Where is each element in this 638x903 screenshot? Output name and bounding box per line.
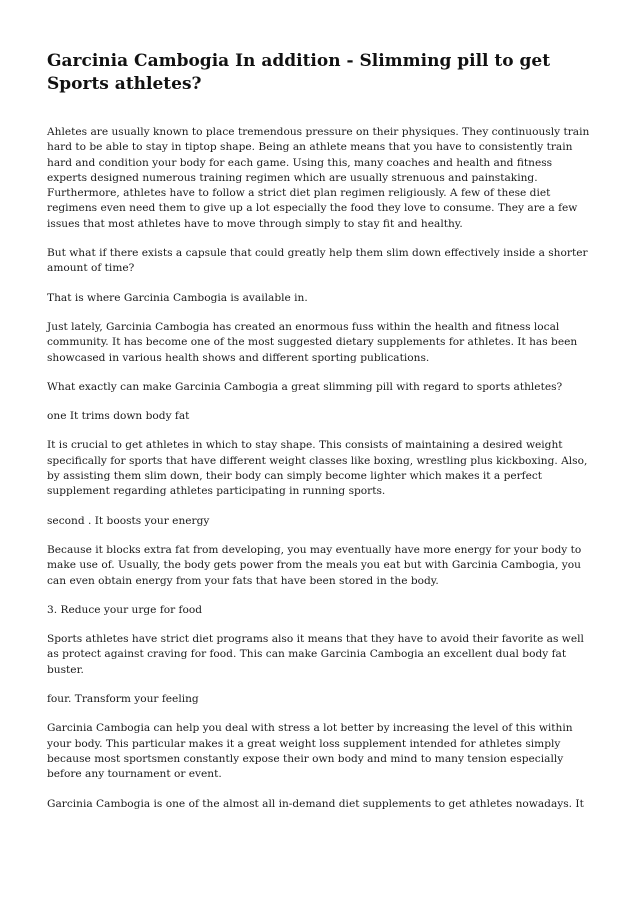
section-heading-4: four. Transform your feeling	[47, 693, 199, 706]
paragraph-appetite: Sports athletes have strict diet programs also it means that they have to avoid their favorite as well as protect against craving for food. This can make Garcinia Cambogia an excellent dual body fat buster.	[47, 633, 584, 676]
paragraph-energy: Because it blocks extra fat from developing, you may eventually have more energy for your body to make use of. Usually, the body gets power from the meals you eat but with Garcinia Cambogia, you can even obtain energy from your fats that have been stored in the body.	[47, 543, 582, 587]
paragraph-mood: Garcinia Cambogia can help you deal with stress a lot better by increasing the level of this within your body. This particular makes it a great weight loss supplement intended for athletes simply because most sportsmen constantly expose their own body and mind to many tension especially before any tournament or event.	[47, 722, 573, 781]
section-heading-1: one It trims down body fat	[47, 410, 190, 423]
paragraph-closing: Garcinia Cambogia is one of the almost all in-demand diet supplements to get athletes nowadays. It	[47, 797, 584, 810]
paragraph-recently: Just lately, Garcinia Cambogia has created an enormous fuss within the health and fitness local community. It has become one of the most suggested dietary supplements for athletes. It has been showcased in various health shows and different sporting publications.	[47, 320, 578, 364]
section-heading-3: 3. Reduce your urge for food	[47, 603, 203, 616]
paragraph-available: That is where Garcinia Cambogia is available in.	[47, 291, 308, 304]
paragraph-body-fat: It is crucial to get athletes in which to stay shape. This consists of maintaining a desired weight specifically for sports that have different weight classes like boxing, wrestling plus kickboxing. Also, by assisting them slim down, their body can simply become lighter which makes it a perfect supplement regarding athletes participating in running sports.	[47, 439, 588, 498]
paragraph-question-capsule: But what if there exists a capsule that could greatly help them slim down effectively inside a shorter amount of time?	[47, 247, 588, 275]
document-page	[47, 50, 594, 826]
section-heading-2: second . It boosts your energy	[47, 514, 210, 527]
paragraph-intro: Ahletes are usually known to place tremendous pressure on their physiques. They continuously train hard to be able to stay in tiptop shape. Being an athlete means that you have to consistently train hard and condition your body for each game. Using this, many coaches and health and fitness experts designed numerous training regimen which are usually strenuous and painstaking. Furthermore, athletes have to follow a strict diet plan regimen religiously. A few of these diet regimens even need them to give up a lot especially the food they love to consume. They are a few issues that most athletes have to move through simply to stay fit and healthy.	[47, 126, 590, 230]
paragraph-question-why: What exactly can make Garcinia Cambogia a great slimming pill with regard to sports athletes?	[47, 380, 563, 393]
page-title: Garcinia Cambogia In addition - Slimming pill to get Sports athletes?	[47, 51, 551, 94]
